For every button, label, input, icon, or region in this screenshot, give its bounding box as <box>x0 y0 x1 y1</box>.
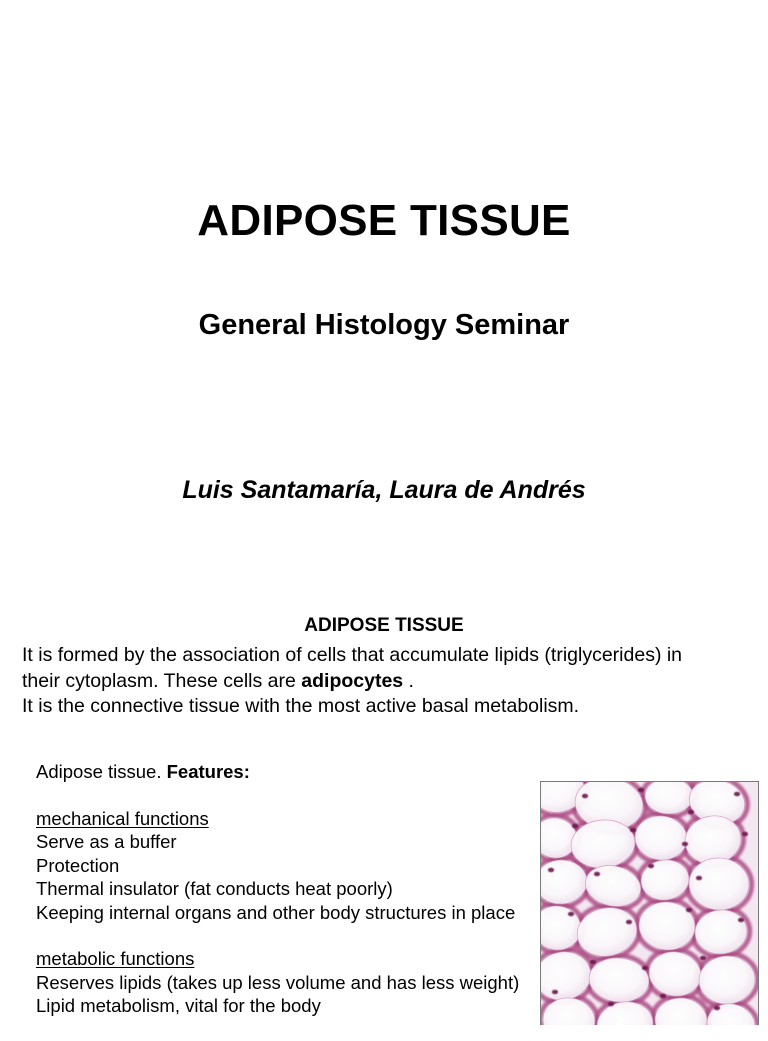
feature-group-mechanical <box>36 807 516 925</box>
list-item: Serve as a buffer <box>36 831 177 852</box>
section-heading: ADIPOSE TISSUE <box>304 615 464 636</box>
feature-group-title: mechanical functions <box>36 807 209 829</box>
intro-line-2-post: . <box>403 669 414 692</box>
features-lead-bold: Features: <box>166 761 250 782</box>
feature-group-title-wrap <box>36 947 516 971</box>
list-item: Reserves lipids (takes up less volume and has less weight) <box>36 971 520 993</box>
page-subtitle: General Histology Seminar <box>198 309 570 341</box>
feature-group-metabolic <box>36 947 520 1018</box>
feature-group-title: metabolic functions <box>36 948 195 969</box>
adipocytes-term: adipocytes <box>301 669 404 692</box>
list-item: Lipid metabolism, vital for the body <box>36 995 321 1016</box>
features-lead <box>36 760 516 784</box>
intro-line-2-pre: their cytoplasm. These cells are <box>22 669 302 692</box>
feature-list-mechanical <box>36 830 516 924</box>
features-block <box>36 760 520 1041</box>
adipose-tissue-micrograph <box>540 781 759 1025</box>
feature-group-title-wrap <box>36 807 516 831</box>
list-item: Keeping internal organs and other body structures in place <box>36 901 516 923</box>
intro-line-3: It is the connective tissue with the most active basal metabolism. <box>22 695 580 717</box>
list-item: Thermal insulator (fat conducts heat poorly) <box>36 878 393 899</box>
feature-list-metabolic <box>36 971 520 1018</box>
page-title: ADIPOSE TISSUE <box>197 196 571 245</box>
list-item: Protection <box>36 854 120 876</box>
intro-paragraph <box>22 643 712 720</box>
micrograph-canvas <box>541 782 758 1025</box>
author-line: Luis Santamaría, Laura de Andrés <box>182 476 586 504</box>
intro-line-1: It is formed by the association of cells that accumulate lipids (triglycerides) in <box>22 644 683 666</box>
features-lead-pre: Adipose tissue. <box>36 761 167 782</box>
